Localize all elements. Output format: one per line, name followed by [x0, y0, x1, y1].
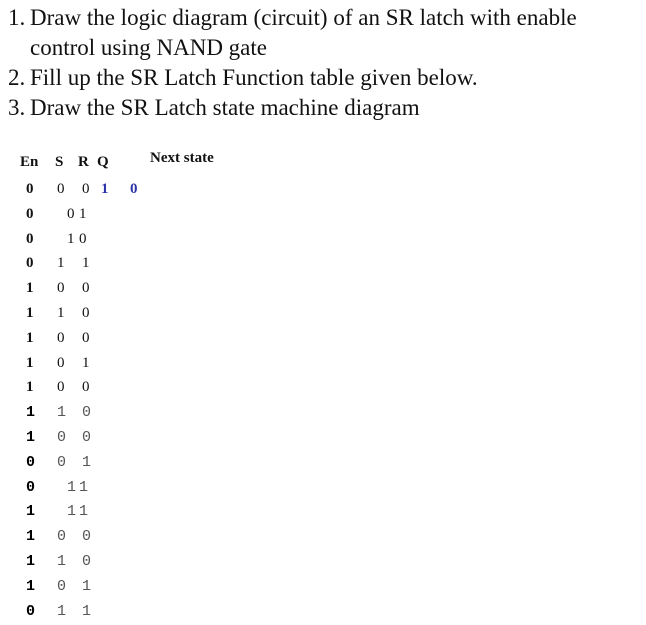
- cell-s: 1: [57, 404, 67, 422]
- cell-r: 0: [79, 230, 87, 247]
- cell-s: 0: [67, 205, 75, 222]
- cell-s: 0: [57, 354, 65, 371]
- cell-en: 1: [26, 503, 36, 521]
- cell-en: 1: [26, 553, 36, 570]
- cell-en: 0: [26, 230, 34, 247]
- cell-s: 0: [57, 181, 65, 197]
- cell-s: 1: [67, 503, 77, 521]
- cell-en: 1: [26, 528, 36, 546]
- cell-s: 1: [57, 255, 65, 272]
- cell-r: 1: [79, 478, 89, 496]
- header-r: R: [78, 154, 89, 170]
- cell-en: 1: [26, 404, 36, 422]
- header-s: S: [55, 154, 64, 170]
- cell-s: 0: [57, 528, 67, 546]
- cell-r: 0: [82, 404, 92, 422]
- header-en: En: [20, 154, 39, 170]
- question-1-continued: control using NAND gate: [30, 35, 267, 60]
- cell-en: 1: [26, 329, 34, 346]
- cell-r: 0: [82, 305, 90, 321]
- question-2: 2. Fill up the SR Latch Function table given below.: [8, 65, 478, 90]
- cell-r: 1: [82, 453, 92, 471]
- cell-en: 1: [26, 280, 34, 297]
- cell-r: 0: [82, 429, 92, 446]
- cell-s: 0: [57, 429, 67, 446]
- cell-en: 1: [26, 305, 34, 321]
- cell-s: 1: [57, 305, 65, 321]
- cell-r: 0: [82, 329, 90, 346]
- cell-r: 1: [82, 354, 90, 371]
- cell-r: 1: [82, 577, 92, 595]
- cell-en: 0: [26, 602, 36, 620]
- cell-en: 0: [26, 478, 36, 496]
- cell-en: 1: [26, 429, 36, 446]
- cell-en: 0: [26, 453, 36, 471]
- cell-en: 0: [26, 181, 34, 197]
- cell-r: 0: [82, 280, 90, 297]
- cell-q: 1: [101, 181, 109, 197]
- cell-s: 1: [57, 553, 67, 570]
- cell-s: 0: [57, 577, 67, 595]
- cell-r: 1: [82, 602, 92, 620]
- cell-r: 0: [82, 379, 90, 396]
- cell-en: 1: [26, 577, 36, 595]
- header-q: Q: [97, 154, 109, 170]
- cell-en: 0: [26, 255, 34, 272]
- cell-s: 0: [57, 379, 65, 396]
- question-1: 1. Draw the logic diagram (circuit) of an SR latch with enable: [8, 5, 577, 30]
- cell-s: 0: [57, 329, 65, 346]
- cell-s: 1: [67, 230, 75, 247]
- cell-r: 0: [82, 528, 92, 546]
- cell-next-state: 0: [130, 181, 138, 197]
- question-3: 3. Draw the SR Latch state machine diagram: [8, 95, 420, 120]
- cell-s: 0: [57, 280, 65, 297]
- cell-en: 0: [26, 205, 34, 222]
- cell-r: 1: [82, 255, 90, 272]
- cell-s: 1: [57, 602, 67, 620]
- cell-en: 1: [26, 354, 34, 371]
- header-next-state: Next state: [150, 150, 214, 166]
- cell-en: 1: [26, 379, 34, 396]
- cell-r: 1: [79, 205, 87, 222]
- cell-s: 0: [57, 453, 67, 471]
- cell-s: 1: [67, 478, 77, 496]
- cell-r: 0: [82, 181, 90, 197]
- cell-r: 1: [79, 503, 89, 521]
- cell-r: 0: [82, 553, 92, 570]
